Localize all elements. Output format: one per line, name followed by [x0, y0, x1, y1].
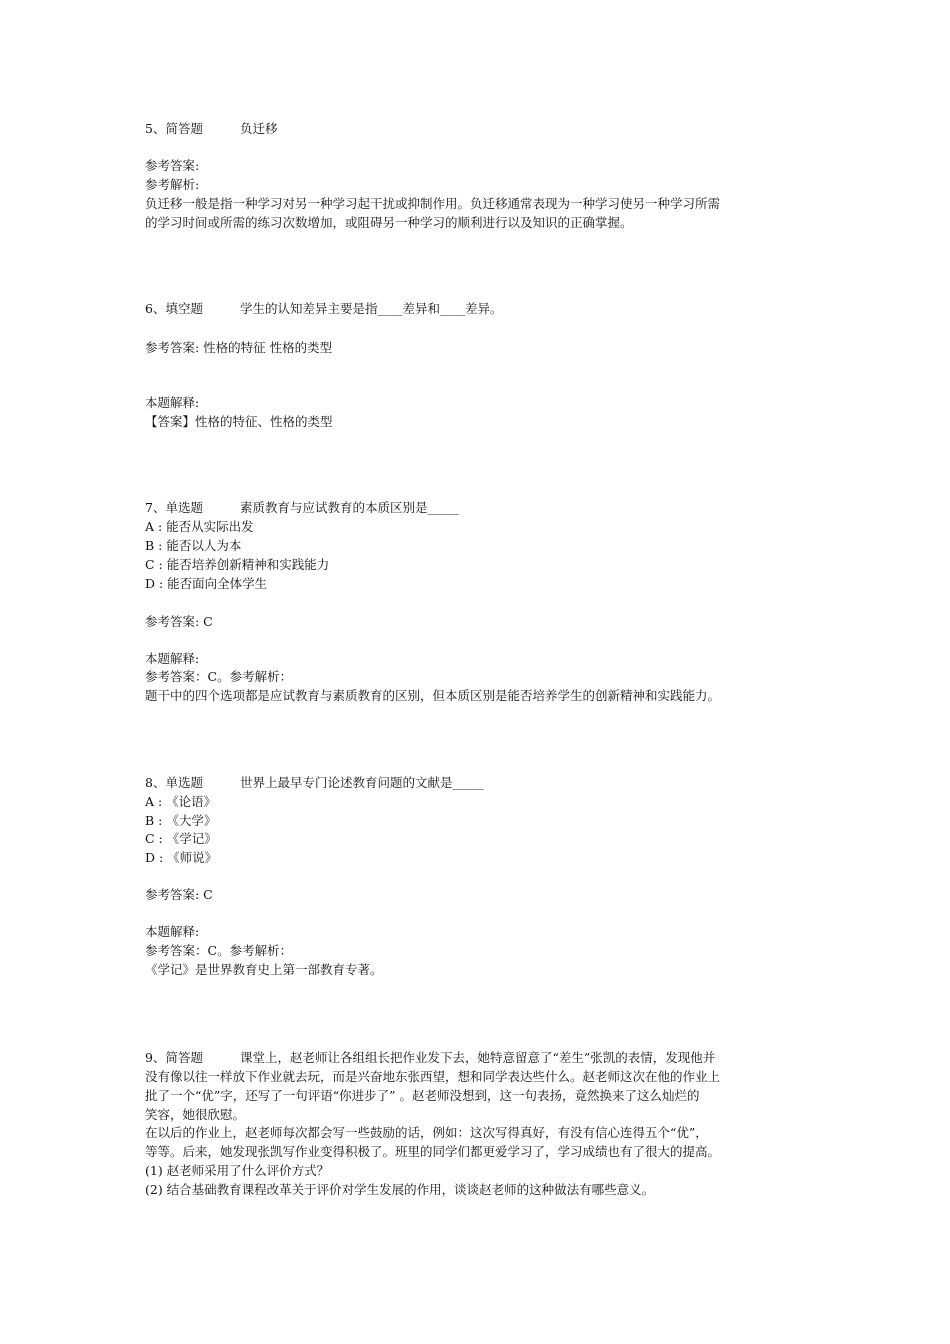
q7-explain-label: 本题解释: [145, 651, 200, 666]
q7-explain-line-1: 参考答案：C。参考解析： [145, 669, 293, 684]
q7-type: 7、单选题 [145, 500, 203, 515]
q7-heading [145, 499, 459, 517]
q7-option-d: D : 能否面向全体学生 [145, 576, 268, 591]
q6-answer: 参考答案: 性格的特征 性格的类型 [145, 340, 333, 355]
q9-line-5: 在以后的作业上，赵老师每次都会写一些鼓励的话，例如：这次写得真好，有没有信心连得五个“优”， [145, 1125, 708, 1140]
q8-option-b: B : 《大学》 [145, 813, 217, 828]
q9-type: 9、简答题 [145, 1050, 203, 1065]
q5-answer-label: 参考答案: [145, 158, 200, 173]
q7-option-c: C : 能否培养创新精神和实践能力 [145, 557, 330, 572]
q9-sub-question-2: (2) 结合基础教育课程改革关于评价对学生发展的作用，谈谈赵老师的这种做法有哪些意义。 [145, 1182, 655, 1197]
q5-stem: 负迁移 [240, 121, 278, 136]
q8-option-d: D : 《师说》 [145, 850, 218, 865]
q7-option-b: B : 能否以人为本 [145, 538, 242, 553]
q5-analysis-label: 参考解析: [145, 177, 200, 192]
q8-explain-line-2: 《学记》是世界教育史上第一部教育专著。 [145, 962, 383, 977]
q9-heading [145, 1049, 715, 1067]
q8-stem: 世界上最早专门论述教育问题的文献是_____ [240, 775, 484, 790]
q8-explain-line-1: 参考答案：C。参考解析： [145, 943, 293, 958]
q6-stem: 学生的认知差异主要是指____差异和____差异。 [240, 301, 503, 316]
q7-option-a: A : 能否从实际出发 [145, 519, 254, 534]
q7-stem: 素质教育与应试教育的本质区别是_____ [240, 500, 459, 515]
q8-explain-label: 本题解释: [145, 924, 200, 939]
q5-type: 5、简答题 [145, 121, 203, 136]
q9-line-4: 笑容，她很欣慰。 [145, 1107, 246, 1122]
q6-type: 6、填空题 [145, 301, 203, 316]
q9-line-6: 等等。后来，她发现张凯写作业变得积极了。班里的同学们都更爱学习了，学习成绩也有了很大的提高。 [145, 1144, 721, 1159]
q8-option-c: C : 《学记》 [145, 831, 217, 846]
q7-explain-line-2: 题干中的四个选项都是应试教育与素质教育的区别，但本质区别是能否培养学生的创新精神和实践能力。 [145, 688, 721, 703]
q8-type: 8、单选题 [145, 775, 203, 790]
q6-explain: 【答案】性格的特征、性格的类型 [145, 414, 333, 429]
q5-analysis-line-2: 的学习时间或所需的练习次数增加，或阻碍另一种学习的顺利进行以及知识的正确掌握。 [145, 215, 633, 230]
q9-line-3: 批了一个“优”字，还写了一句评语“你进步了” 。赵老师没想到，这一句表扬，竟然换来了这么灿烂的 [145, 1088, 700, 1103]
q8-heading [145, 774, 484, 792]
q9-line-2: 没有像以往一样放下作业就去玩，而是兴奋地东张西望，想和同学表达些什么。赵老师这次在他的作业上 [145, 1069, 721, 1084]
q7-answer: 参考答案: C [145, 614, 213, 629]
q8-option-a: A : 《论语》 [145, 794, 217, 809]
q8-answer: 参考答案: C [145, 887, 213, 902]
q6-heading [145, 300, 503, 318]
q6-explain-label: 本题解释: [145, 395, 200, 410]
q5-analysis-line-1: 负迁移一般是指一种学习对另一种学习起干扰或抑制作用。负迁移通常表现为一种学习使另一种学习所需 [145, 196, 721, 211]
q9-stem-line-1: 课堂上，赵老师让各组组长把作业发下去，她特意留意了“差生”张凯的表情，发现他并 [240, 1050, 716, 1065]
q9-sub-question-1: (1) 赵老师采用了什么评价方式？ [145, 1163, 330, 1178]
q5-heading [145, 120, 278, 138]
